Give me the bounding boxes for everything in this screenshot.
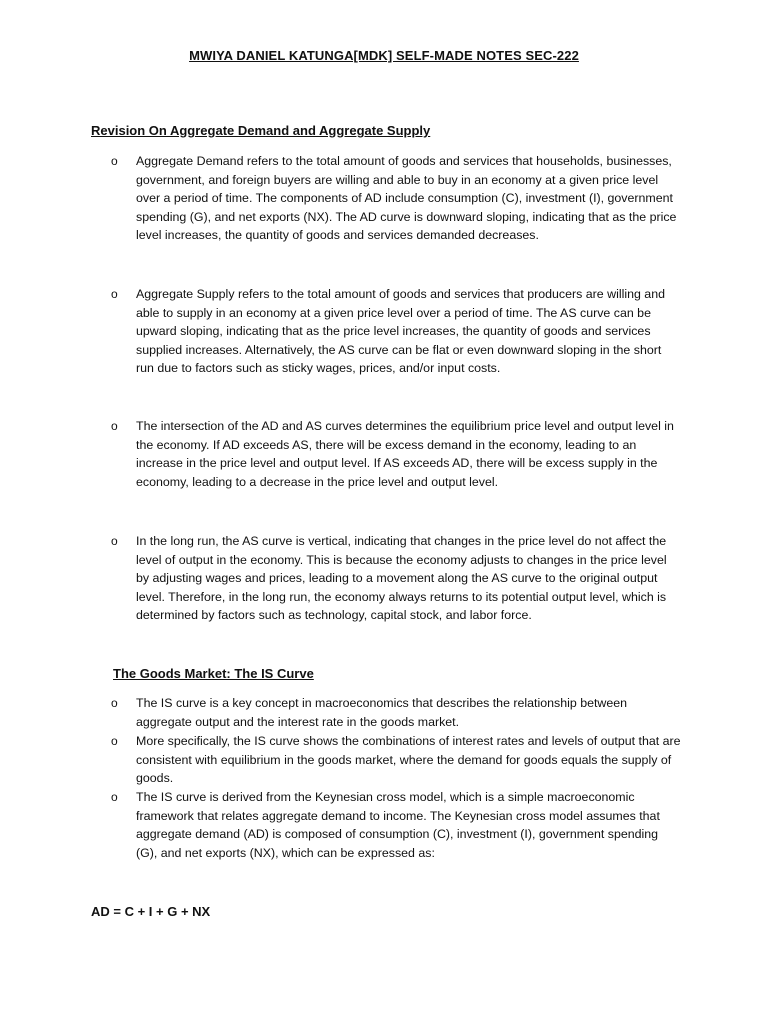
bullet-text: Aggregate Supply refers to the total amount of goods and services that producers are willing and able to supply in an economy at a given price level over a period of time. The AS curve can be upward sloping, indicating that as the price level increases, the quantity of goods and services supplied increases. Alternatively, the AS curve can be flat or even downward sloping in the short run due to factors such as sticky wages, prices, and/or input costs. <box>136 287 665 376</box>
section-heading-ad-as: Revision On Aggregate Demand and Aggregate Supply <box>91 123 431 138</box>
bullet-marker: o <box>111 419 118 433</box>
bullet-equilibrium <box>111 417 681 491</box>
bullet-is-combinations <box>111 732 681 788</box>
bullet-aggregate-demand <box>111 152 681 245</box>
bullet-text: More specifically, the IS curve shows the combinations of interest rates and levels of output that are consistent with equilibrium in the goods market, where the demand for goods equals the supply of goods. <box>136 734 681 786</box>
ad-formula: AD = C + I + G + NX <box>91 904 211 919</box>
bullet-aggregate-supply <box>111 285 681 378</box>
bullet-is-definition <box>111 694 681 731</box>
bullet-long-run <box>111 532 681 625</box>
bullet-marker: o <box>111 534 118 548</box>
bullet-marker: o <box>111 734 118 748</box>
bullet-text: The IS curve is derived from the Keynesian cross model, which is a simple macroeconomic framework that relates aggregate demand to income. The Keynesian cross model assumes that aggregate demand (AD) is composed of consumption (C), investment (I), government spending (G), and net exports (NX), which can be expressed as: <box>136 790 660 860</box>
bullet-marker: o <box>111 154 118 168</box>
bullet-keynesian-cross <box>111 788 681 862</box>
bullet-marker: o <box>111 696 118 710</box>
bullet-text: Aggregate Demand refers to the total amount of goods and services that households, businesses, government, and foreign buyers are willing and able to buy in an economy at a given price level over a period of time. The components of AD include consumption (C), investment (I), government spending (G), and net exports (NX). The AD curve is downward sloping, indicating that as the price level increases, the quantity of goods and services demanded decreases. <box>136 154 677 243</box>
bullet-text: In the long run, the AS curve is vertical, indicating that changes in the price level do not affect the level of output in the economy. This is because the economy adjusts to changes in the price level by adjusting wages and prices, leading to a movement along the AS curve to the original output level. Therefore, in the long run, the economy always returns to its potential output level, which is determined by factors such as technology, capital stock, and labor force. <box>136 534 667 623</box>
bullet-text: The IS curve is a key concept in macroeconomics that describes the relationship between aggregate output and the interest rate in the goods market. <box>136 696 628 729</box>
bullet-marker: o <box>111 287 118 301</box>
bullet-marker: o <box>111 790 118 804</box>
bullet-text: The intersection of the AD and AS curves determines the equilibrium price level and output level in the economy. If AD exceeds AS, there will be excess demand in the economy, leading to an increase in the price level and output level. If AS exceeds AD, there will be excess supply in the economy, leading to a decrease in the price level and output level. <box>136 419 674 489</box>
section-heading-is-curve: The Goods Market: The IS Curve <box>113 666 314 681</box>
document-title: MWIYA DANIEL KATUNGA[MDK] SELF-MADE NOTES SEC-222 <box>189 48 579 63</box>
